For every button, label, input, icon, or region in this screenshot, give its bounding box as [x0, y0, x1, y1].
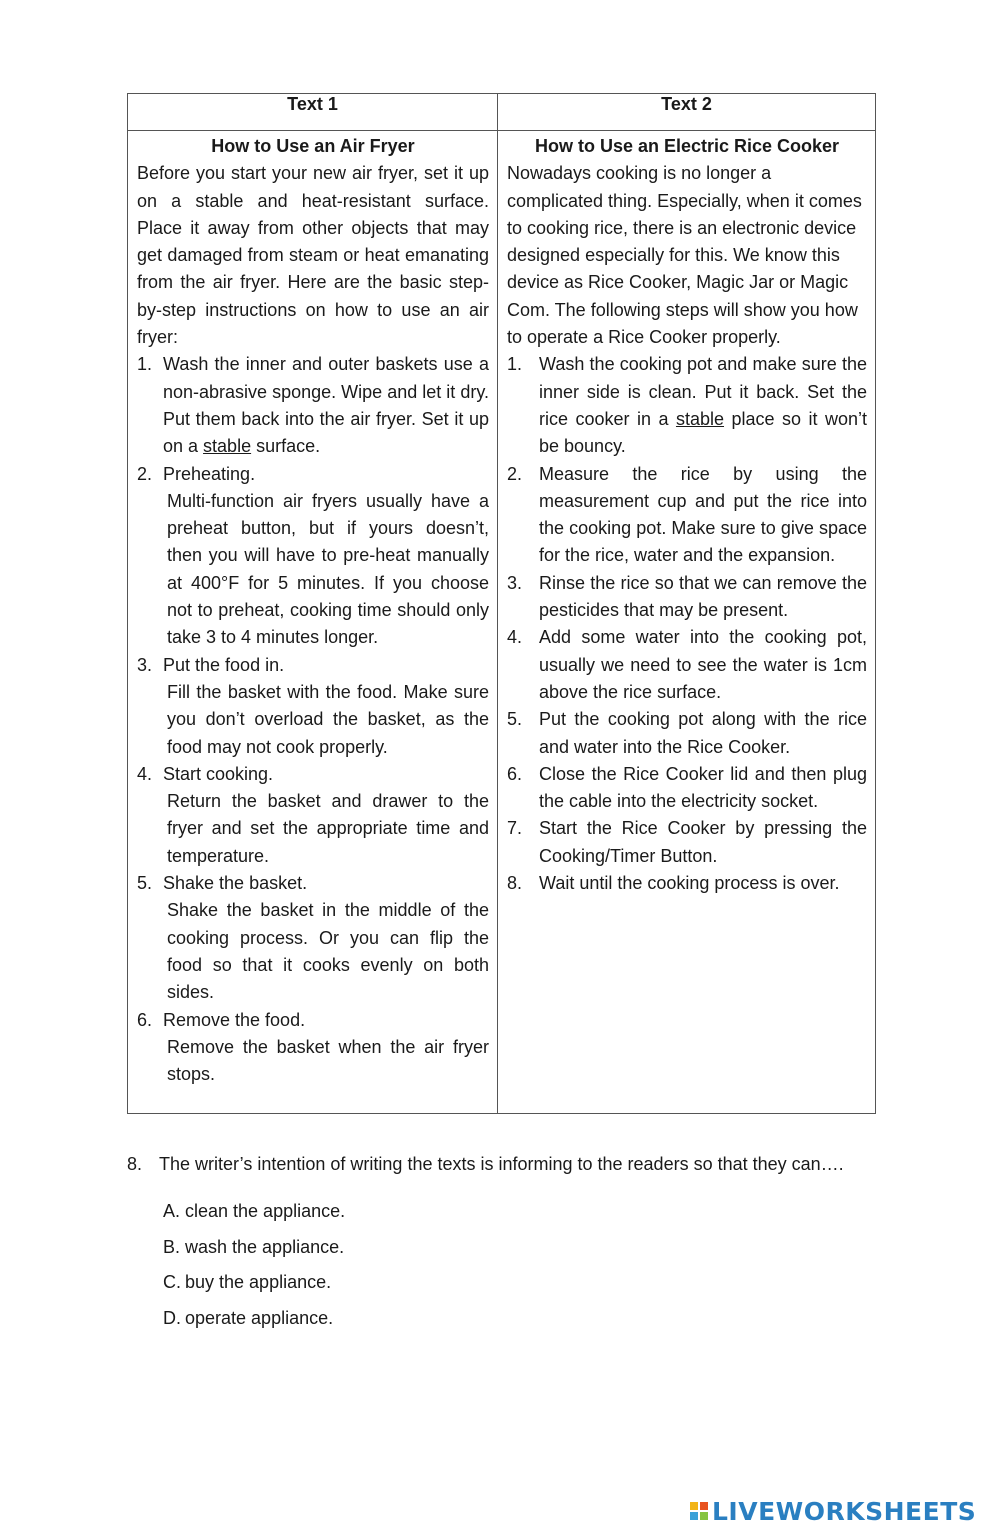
- step-number: 7.: [507, 818, 523, 839]
- step-text: Wait until the cooking process is over.: [539, 873, 840, 894]
- option-letter: C.: [163, 1272, 181, 1292]
- answer-option-d[interactable]: [163, 1305, 345, 1341]
- answer-options: [163, 1198, 345, 1340]
- step-title: Shake the basket.: [163, 873, 308, 894]
- logo-grid-icon: [690, 1502, 708, 1520]
- list-item: [137, 461, 489, 652]
- text1-title: How to Use an Air Fryer: [211, 136, 415, 156]
- step-title: Preheating.: [163, 463, 256, 484]
- step-number: 6.: [137, 1009, 153, 1030]
- comparison-table: [127, 93, 876, 1114]
- step-number: 1.: [137, 354, 153, 375]
- list-item: [507, 461, 867, 570]
- underlined-word: stable: [675, 408, 725, 429]
- step-number: 4.: [137, 763, 153, 784]
- column-header-text1: Text 1: [128, 94, 498, 131]
- step-text: Close the Rice Cooker lid and then plug the cable into the electricity socket.: [539, 763, 867, 812]
- step-text: Put the cooking pot along with the rice and water into the Rice Cooker.: [539, 709, 867, 757]
- step-description: Return the basket and drawer to the fryer and set the appropriate time and temperature.: [167, 791, 489, 866]
- step-description: Multi-function air fryers usually have a preheat button, but if yours doesn’t, then you will have to pre-heat manually at 400°F for 5 minutes. If you choose not to preheat, cooking time should only take 3 to 4 minutes longer.: [167, 490, 489, 648]
- list-item: [507, 570, 867, 625]
- step-title: Start cooking.: [163, 763, 274, 784]
- text1-cell: [128, 131, 498, 1114]
- step-number: 3.: [507, 572, 523, 593]
- option-text: buy the appliance.: [185, 1272, 332, 1292]
- step-description: Shake the basket in the middle of the cooking process. Or you can flip the food so that it cooks evenly on both sides.: [167, 900, 489, 1003]
- step-description: Fill the basket with the food. Make sure you don’t overload the basket, as the food may not cook properly.: [167, 681, 489, 757]
- list-item: [507, 815, 867, 870]
- text2-intro: Nowadays cooking is no longer a complicated thing. Especially, when it comes to cooking rice, there is an electronic device designed especially for this. We know this device as Rice Cooker, Magic Jar or Magic Com. The following steps will show you how to operate a Rice Cooker properly.: [507, 163, 862, 348]
- step-number: 6.: [507, 763, 523, 784]
- text2-cell: [498, 131, 876, 1114]
- step-text: Start the Rice Cooker by pressing the Cooking/Timer Button.: [539, 818, 867, 866]
- logo-text: LIVEWORKSHEETS: [712, 1496, 977, 1526]
- step-description: Remove the basket when the air fryer stops.: [167, 1036, 489, 1085]
- step-number: 1.: [507, 354, 523, 375]
- question-8: [127, 1152, 867, 1176]
- list-item: [507, 624, 867, 706]
- step-text: Add some water into the cooking pot, usually we need to see the water is 1cm above the rice surface.: [539, 627, 867, 702]
- step-text: Wash the cooking pot and make sure the inner side is clean. Put it back. Set the rice cooker in a: [539, 354, 867, 429]
- list-item: [507, 761, 867, 816]
- step-number: 8.: [507, 873, 523, 894]
- step-number: 2.: [507, 463, 523, 484]
- list-item: [507, 870, 867, 897]
- text1-intro: Before you start your new air fryer, set it up on a stable and heat-resistant surface. Place it away from other objects that may get damaged from steam or heat emanating from the air fryer. Here are the basic step- by-step instructions on how to use an air fryer:: [137, 163, 489, 348]
- list-item: [137, 652, 489, 761]
- question-number: 8.: [127, 1154, 143, 1174]
- step-title: Put the food in.: [163, 654, 285, 675]
- option-text: operate appliance.: [185, 1307, 334, 1328]
- answer-option-b[interactable]: [163, 1234, 345, 1270]
- text2-title: How to Use an Electric Rice Cooker: [534, 136, 840, 156]
- option-letter: D.: [163, 1307, 181, 1328]
- option-letter: A.: [163, 1201, 181, 1221]
- text1-steps: [137, 351, 489, 1088]
- list-item: [137, 870, 489, 1006]
- answer-option-c[interactable]: [163, 1269, 345, 1305]
- step-title: Remove the food.: [163, 1009, 306, 1030]
- step-text: Wash the inner and outer baskets use a non-abrasive sponge. Wipe and let it dry. Put them back into the air fryer. Set it up on a: [163, 354, 489, 457]
- column-header-text2: Text 2: [498, 94, 876, 131]
- step-text: Measure the rice by using the measurement cup and put the rice into the cooking pot. Make sure to give space for the rice, water and the expansion.: [539, 463, 867, 566]
- list-item: [137, 761, 489, 870]
- question-text: The writer’s intention of writing the texts is informing to the readers so that they can….: [159, 1154, 844, 1174]
- list-item: [507, 351, 867, 460]
- list-item: [137, 351, 489, 460]
- step-number: 5.: [507, 709, 523, 730]
- option-text: wash the appliance.: [185, 1236, 345, 1257]
- liveworksheets-logo: [690, 1493, 976, 1529]
- text2-steps: [507, 351, 867, 897]
- step-text: surface.: [251, 436, 321, 457]
- step-number: 3.: [137, 654, 153, 675]
- step-number: 5.: [137, 873, 153, 894]
- option-letter: B.: [163, 1236, 181, 1257]
- list-item: [137, 1007, 489, 1089]
- step-number: 4.: [507, 627, 523, 648]
- step-number: 2.: [137, 463, 153, 484]
- step-text: place so it won’t be bouncy.: [539, 408, 867, 457]
- underlined-word: stable: [203, 436, 252, 457]
- option-text: clean the appliance.: [185, 1201, 346, 1221]
- list-item: [507, 706, 867, 761]
- answer-option-a[interactable]: [163, 1198, 345, 1234]
- step-text: Rinse the rice so that we can remove the pesticides that may be present.: [539, 572, 867, 621]
